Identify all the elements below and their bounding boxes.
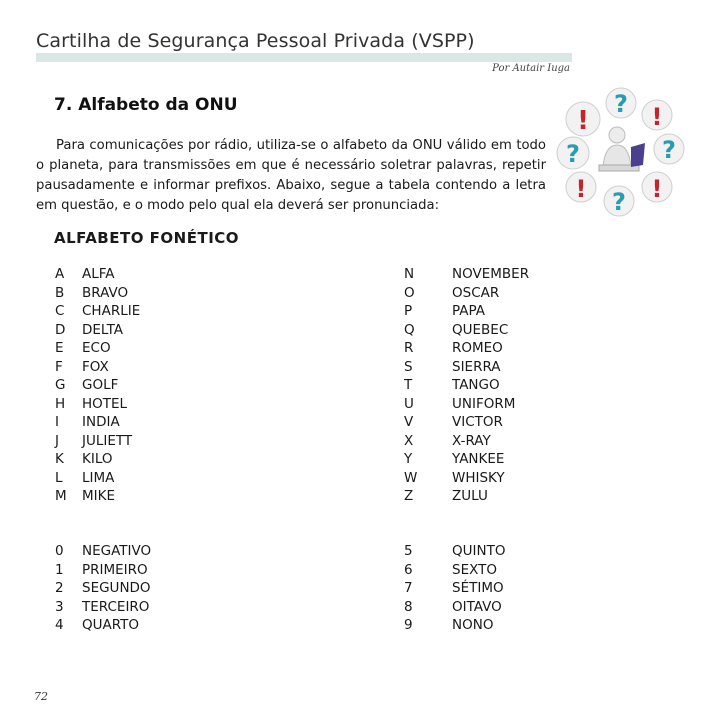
section-title: 7. Alfabeto da ONU	[54, 95, 238, 115]
document-title: Cartilha de Segurança Pessoal Privada (VSPP)	[36, 30, 475, 52]
item-key: W	[404, 469, 418, 486]
question-bubble-icon	[557, 137, 589, 169]
item-word: PAPA	[452, 303, 486, 319]
item-word: JULIETT	[82, 432, 133, 449]
item-key: U	[404, 395, 414, 412]
item-key: M	[55, 488, 67, 504]
item-key: 0	[55, 543, 64, 559]
item-key: A	[55, 266, 65, 282]
item-word: UNIFORM	[452, 395, 516, 412]
svg-text:?: ?	[612, 188, 626, 216]
item-key: Z	[404, 488, 414, 504]
item-word: SEXTO	[452, 561, 497, 578]
item-word: SÉTIMO	[452, 580, 504, 596]
item-word: QUINTO	[452, 543, 506, 559]
item-word: OSCAR	[452, 284, 500, 301]
item-key: D	[55, 321, 66, 338]
person-at-laptop-icon	[599, 127, 645, 171]
item-key: J	[55, 432, 59, 449]
item-word: GOLF	[82, 377, 119, 393]
item-key: 5	[404, 543, 413, 559]
item-key: Y	[404, 451, 413, 467]
item-key: K	[55, 451, 64, 467]
item-word: DELTA	[82, 321, 124, 338]
item-word: INDIA	[82, 414, 120, 430]
alphabet-right-column	[404, 265, 604, 505]
item-word: PRIMEIRO	[82, 561, 148, 578]
item-key: G	[55, 377, 66, 393]
item-key: N	[404, 266, 415, 282]
svg-text:?: ?	[662, 136, 676, 164]
intro-paragraph: Para comunicações por rádio, utiliza-se o alfabeto da ONU válido em todo o planeta, para transmissões em que é necessário soletrar palavras, repetir pausadamente e informar prefixos. Abaixo, segue a tabela contendo a letra em questão, e o modo pelo qual ela deverá ser pronunciada:	[36, 138, 546, 213]
item-word: FOX	[82, 358, 109, 375]
item-key: Q	[404, 321, 415, 338]
item-key: X	[404, 432, 414, 449]
question-bubble-icon	[606, 88, 636, 118]
svg-text:?: ?	[566, 140, 580, 168]
alphabet-left-column	[55, 265, 355, 505]
page-number: 72	[34, 690, 48, 703]
item-word: TANGO	[452, 377, 500, 393]
item-key: O	[404, 284, 415, 301]
item-word: X-RAY	[452, 432, 491, 449]
question-bubble-icon	[604, 186, 634, 216]
item-key: V	[404, 414, 414, 430]
item-key: P	[404, 303, 413, 319]
svg-text:?: ?	[614, 90, 628, 118]
item-key: 1	[55, 561, 64, 578]
item-key: 2	[55, 580, 64, 596]
item-key: 3	[55, 598, 64, 615]
item-word: VICTOR	[452, 414, 503, 430]
item-word: ROMEO	[452, 340, 503, 356]
item-word: ALFA	[82, 266, 115, 282]
communication-illustration	[553, 87, 693, 223]
item-key: 4	[55, 617, 64, 633]
numbers-right-column	[404, 542, 604, 642]
svg-text:!: !	[575, 175, 587, 203]
item-word: QUARTO	[82, 617, 140, 633]
item-word: LIMA	[82, 469, 115, 486]
svg-text:!: !	[651, 103, 663, 131]
item-word: YANKEE	[452, 451, 505, 467]
item-word: ECO	[82, 340, 111, 356]
item-word: KILO	[82, 451, 113, 467]
header-divider	[36, 53, 572, 62]
author-credit: Por Autair Iuga	[492, 63, 570, 74]
exclamation-bubble-icon	[566, 102, 600, 136]
item-key: I	[55, 414, 59, 430]
item-key: T	[404, 377, 413, 393]
exclamation-bubble-icon	[642, 100, 672, 131]
item-key: 6	[404, 561, 413, 578]
item-key: H	[55, 395, 66, 412]
item-key: F	[55, 358, 63, 375]
item-word: NEGATIVO	[82, 543, 152, 559]
item-word: SEGUNDO	[82, 580, 151, 596]
svg-text:!: !	[651, 175, 663, 203]
item-key: S	[404, 358, 413, 375]
item-word: HOTEL	[82, 395, 128, 412]
item-key: 7	[404, 580, 413, 596]
item-word: BRAVO	[82, 284, 129, 301]
item-word: ZULU	[452, 488, 488, 504]
alphabet-title: ALFABETO FONÉTICO	[54, 229, 240, 247]
item-word: CHARLIE	[82, 303, 141, 319]
item-key: R	[404, 340, 414, 356]
item-word: QUEBEC	[452, 321, 509, 338]
item-key: C	[55, 303, 65, 319]
question-bubble-icon	[654, 134, 684, 164]
exclamation-bubble-icon	[642, 172, 672, 203]
svg-text:!: !	[577, 106, 589, 136]
numbers-left-column	[55, 542, 355, 642]
item-key: 9	[404, 617, 413, 633]
item-word: NOVEMBER	[452, 266, 530, 282]
item-key: L	[55, 469, 63, 486]
item-word: SIERRA	[452, 358, 501, 375]
item-word: TERCEIRO	[82, 598, 150, 615]
item-word: WHISKY	[452, 469, 505, 486]
item-word: OITAVO	[452, 598, 502, 615]
item-key: E	[55, 340, 64, 356]
exclamation-bubble-icon	[566, 172, 596, 203]
item-key: 8	[404, 598, 413, 615]
item-key: B	[55, 284, 65, 301]
item-word: MIKE	[82, 488, 116, 504]
item-word: NONO	[452, 617, 494, 633]
